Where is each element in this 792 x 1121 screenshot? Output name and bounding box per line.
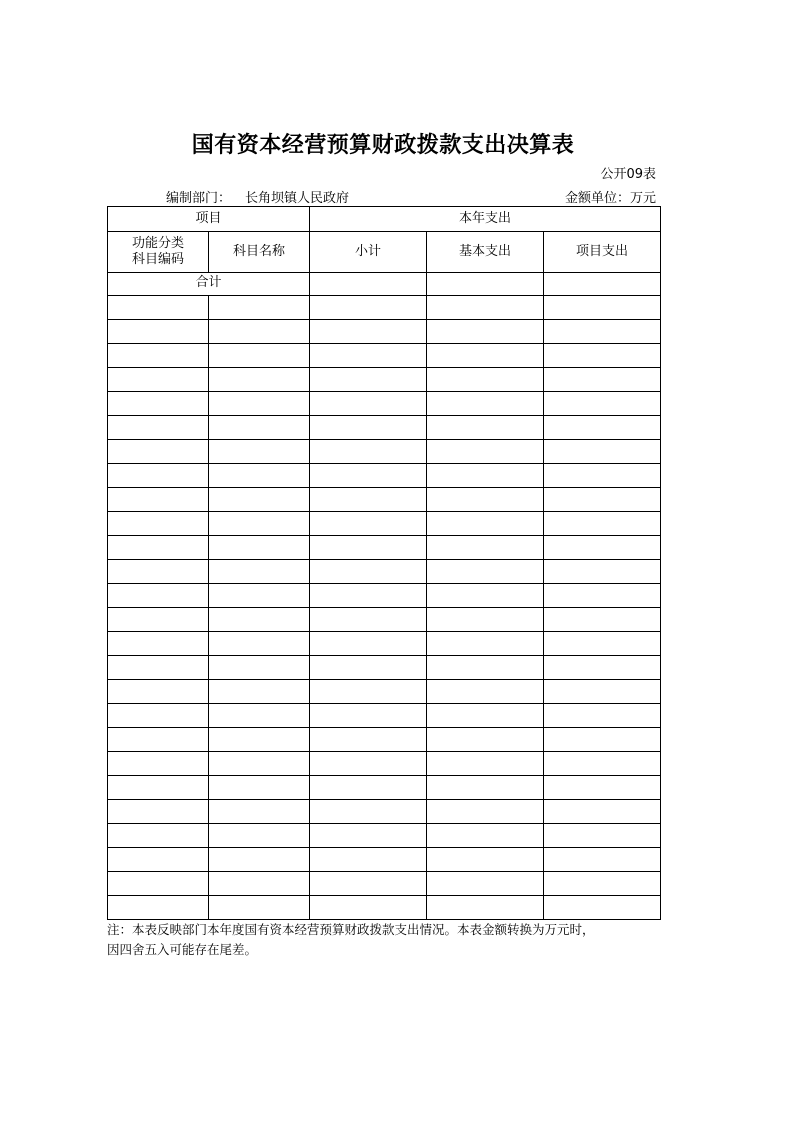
table-row [108, 440, 661, 464]
table-cell [544, 824, 661, 848]
table-cell [427, 464, 544, 488]
table-cell [544, 776, 661, 800]
table-cell [427, 680, 544, 704]
table-cell [108, 728, 209, 752]
table-cell [310, 344, 427, 368]
table-cell [310, 584, 427, 608]
table-cell [209, 896, 310, 920]
table-cell [544, 632, 661, 656]
table-cell [427, 488, 544, 512]
header-function-code-line1: 功能分类 [131, 236, 184, 251]
table-cell [427, 656, 544, 680]
table-cell [209, 824, 310, 848]
total-row [108, 273, 661, 296]
table-cell [108, 464, 209, 488]
table-cell [209, 608, 310, 632]
table-cell [209, 464, 310, 488]
table-cell [427, 608, 544, 632]
table-cell [108, 848, 209, 872]
table-cell [427, 416, 544, 440]
table-cell [108, 440, 209, 464]
table-cell [310, 512, 427, 536]
table-row [108, 416, 661, 440]
table-cell [544, 656, 661, 680]
header-row-2 [108, 232, 661, 273]
table-cell [427, 344, 544, 368]
table-cell [108, 368, 209, 392]
table-cell [310, 896, 427, 920]
table-row [108, 296, 661, 320]
table-cell [544, 584, 661, 608]
table-row [108, 392, 661, 416]
table-cell [310, 632, 427, 656]
table-cell [209, 704, 310, 728]
table-cell [427, 536, 544, 560]
table-cell [209, 584, 310, 608]
table-cell [108, 320, 209, 344]
table-cell [310, 416, 427, 440]
table-cell [427, 584, 544, 608]
amount-unit: 金额单位：万元 [564, 191, 656, 206]
table-row [108, 608, 661, 632]
table-cell [108, 656, 209, 680]
table-cell [310, 560, 427, 584]
table-cell [427, 296, 544, 320]
table-cell [427, 368, 544, 392]
table-cell [108, 608, 209, 632]
budget-table [107, 206, 661, 920]
table-row [108, 632, 661, 656]
table-cell [209, 632, 310, 656]
footnote [107, 920, 667, 960]
header-project-expenditure: 项目支出 [544, 232, 661, 273]
table-cell [209, 776, 310, 800]
table-cell [209, 680, 310, 704]
table-cell [209, 752, 310, 776]
table-cell [310, 392, 427, 416]
table-row [108, 872, 661, 896]
header-subject-name: 科目名称 [209, 232, 310, 273]
table-cell [310, 440, 427, 464]
table-cell [310, 368, 427, 392]
table-cell [310, 608, 427, 632]
table-cell [310, 488, 427, 512]
table-cell [209, 488, 310, 512]
table-cell [209, 416, 310, 440]
table-row [108, 728, 661, 752]
table-cell [108, 632, 209, 656]
table-row [108, 824, 661, 848]
table-cell [209, 296, 310, 320]
table-cell [544, 344, 661, 368]
table-cell [108, 704, 209, 728]
table-cell [427, 824, 544, 848]
form-code: 公开09表 [600, 167, 656, 182]
table-cell [544, 752, 661, 776]
total-project-cell [544, 273, 661, 296]
table-cell [108, 800, 209, 824]
header-project: 项目 [108, 207, 310, 232]
table-cell [209, 368, 310, 392]
table-row [108, 464, 661, 488]
table-row [108, 680, 661, 704]
header-basic-expenditure: 基本支出 [427, 232, 544, 273]
table-cell [310, 320, 427, 344]
department-label: 编制部门： [166, 191, 232, 206]
table-cell [427, 704, 544, 728]
table-row [108, 536, 661, 560]
table-cell [209, 392, 310, 416]
table-cell [310, 800, 427, 824]
table-cell [108, 680, 209, 704]
table-cell [427, 728, 544, 752]
table-cell [108, 896, 209, 920]
table-cell [544, 440, 661, 464]
table-cell [209, 560, 310, 584]
table-cell [209, 536, 310, 560]
table-cell [108, 872, 209, 896]
table-cell [209, 512, 310, 536]
table-row [108, 488, 661, 512]
table-cell [310, 752, 427, 776]
header-row-1 [108, 207, 661, 232]
table-cell [310, 776, 427, 800]
table-cell [427, 776, 544, 800]
footnote-line-2: 因四舍五入可能存在尾差。 [107, 942, 258, 957]
table-cell [209, 320, 310, 344]
table-cell [310, 464, 427, 488]
table-cell [108, 344, 209, 368]
table-row [108, 368, 661, 392]
table-cell [427, 872, 544, 896]
table-cell [209, 344, 310, 368]
table-cell [544, 296, 661, 320]
table-cell [544, 464, 661, 488]
table-cell [544, 368, 661, 392]
department-info [166, 187, 349, 206]
table-cell [310, 728, 427, 752]
table-cell [310, 872, 427, 896]
table-cell [427, 440, 544, 464]
table-cell [544, 416, 661, 440]
table-cell [310, 680, 427, 704]
table-row [108, 344, 661, 368]
table-cell [209, 800, 310, 824]
table-cell [108, 392, 209, 416]
table-cell [108, 536, 209, 560]
table-cell [544, 848, 661, 872]
table-cell [108, 416, 209, 440]
table-cell [427, 512, 544, 536]
table-cell [544, 800, 661, 824]
department-value: 长角坝镇人民政府 [245, 191, 350, 206]
table-cell [427, 800, 544, 824]
table-cell [108, 752, 209, 776]
table-row [108, 512, 661, 536]
table-cell [427, 848, 544, 872]
table-row [108, 848, 661, 872]
table-cell [108, 584, 209, 608]
header-function-code [108, 232, 209, 273]
table-cell [544, 896, 661, 920]
table-cell [544, 512, 661, 536]
table-cell [310, 656, 427, 680]
table-cell [108, 560, 209, 584]
header-current-year-expenditure: 本年支出 [310, 207, 661, 232]
table-cell [310, 704, 427, 728]
table-cell [544, 560, 661, 584]
table-cell [544, 488, 661, 512]
table-cell [544, 608, 661, 632]
table-cell [209, 848, 310, 872]
table-cell [427, 632, 544, 656]
total-subtotal-cell [310, 273, 427, 296]
table-cell [427, 896, 544, 920]
table-cell [108, 512, 209, 536]
total-label: 合计 [108, 273, 310, 296]
table-cell [209, 656, 310, 680]
table-cell [544, 680, 661, 704]
table-row [108, 584, 661, 608]
table-cell [108, 824, 209, 848]
total-basic-cell [427, 273, 544, 296]
table-row [108, 800, 661, 824]
table-cell [427, 560, 544, 584]
table-row [108, 752, 661, 776]
table-cell [544, 872, 661, 896]
table-cell [544, 392, 661, 416]
table-cell [209, 728, 310, 752]
table-row [108, 776, 661, 800]
header-function-code-line2: 科目编码 [131, 252, 184, 267]
table-cell [427, 752, 544, 776]
table-cell [310, 536, 427, 560]
footnote-line-1: 注：本表反映部门本年度国有资本经营预算财政拨款支出情况。本表金额转换为万元时， [107, 922, 595, 937]
table-cell [108, 488, 209, 512]
table-cell [108, 776, 209, 800]
table-cell [544, 704, 661, 728]
table-cell [544, 728, 661, 752]
table-cell [544, 320, 661, 344]
table-cell [427, 320, 544, 344]
table-cell [108, 296, 209, 320]
table-cell [544, 536, 661, 560]
table-row [108, 656, 661, 680]
table-row [108, 560, 661, 584]
table-row [108, 320, 661, 344]
table-cell [310, 824, 427, 848]
page-title: 国有资本经营预算财政拨款支出决算表 [191, 133, 575, 158]
table-row [108, 704, 661, 728]
table-row [108, 896, 661, 920]
table-cell [209, 440, 310, 464]
header-subtotal: 小计 [310, 232, 427, 273]
table-cell [427, 392, 544, 416]
table-cell [310, 296, 427, 320]
table-cell [209, 872, 310, 896]
table-cell [310, 848, 427, 872]
